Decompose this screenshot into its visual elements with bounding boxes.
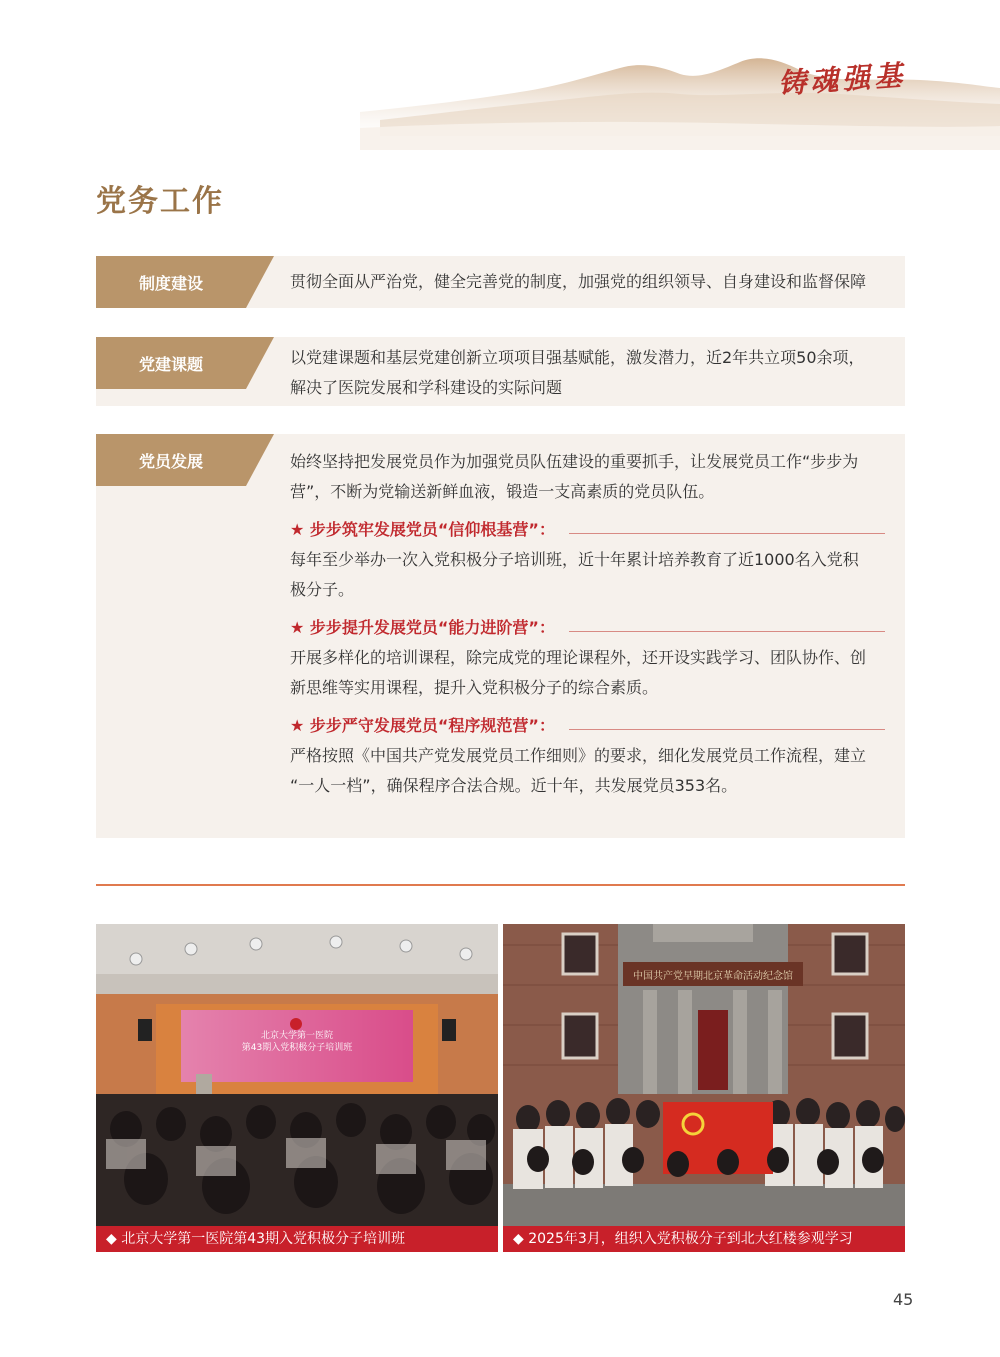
section-party-research	[96, 337, 905, 406]
section-divider	[96, 884, 905, 886]
screen-text-line-1: 北京大学第一医院	[260, 1031, 334, 1041]
heading-rule	[569, 533, 885, 534]
photo-red-building-visit	[503, 924, 905, 1226]
sub-heading-text: ★ 步步提升发展党员“能力进阶营”：	[290, 618, 555, 637]
sub-heading	[290, 711, 885, 741]
photo-caption: ◆ 北京大学第一医院第43期入党积极分子培训班	[96, 1226, 498, 1252]
intro-line: 营”，不断为党输送新鲜血液，锻造一支高素质的党员队伍。	[290, 482, 715, 501]
sub-heading	[290, 515, 885, 545]
text-line: 以党建课题和基层党建创新立项项目强基赋能，激发潜力，近2年共立项50余项，	[290, 348, 865, 367]
photo-caption: ◆ 2025年3月，组织入党积极分子到北大红楼参观学习	[503, 1226, 905, 1252]
photo-training-class	[96, 924, 498, 1226]
sub-heading	[290, 613, 885, 643]
section-text	[290, 343, 885, 403]
section-tag-label: 党员发展	[138, 451, 203, 471]
sub-body	[290, 545, 885, 605]
text-line: 严格按照《中国共产党发展党员工作细则》的要求，细化发展党员工作流程，建立	[290, 746, 867, 765]
intro-line: 始终坚持把发展党员作为加强党员队伍建设的重要抓手，让发展党员工作“步步为	[290, 452, 859, 471]
section-tag	[96, 337, 274, 389]
screen-text-line-2: 第43期入党积极分子培训班	[241, 1043, 353, 1053]
section-tag	[96, 434, 274, 486]
heading-rule	[569, 729, 885, 730]
sub-heading-text: ★ 步步筑牢发展党员“信仰根基营”：	[290, 520, 555, 539]
section-tag-label: 制度建设	[138, 273, 203, 293]
text-line: 开展多样化的培训课程，除完成党的理论课程外，还开设实践学习、团队协作、创	[290, 648, 867, 667]
page-title: 党务工作	[96, 184, 224, 219]
brand-calligraphy: 铸魂强基	[777, 58, 908, 101]
text-line: 新思维等实用课程，提升入党积极分子的综合素质。	[290, 678, 659, 697]
sub-body	[290, 741, 885, 801]
heading-rule	[569, 631, 885, 632]
section-tag	[96, 256, 274, 308]
section-tag-label: 党建课题	[138, 354, 203, 374]
section-member-development	[96, 434, 905, 838]
section-content	[290, 447, 885, 809]
text-line: 解决了医院发展和学科建设的实际问题	[290, 378, 563, 397]
text-line: 极分子。	[290, 580, 355, 599]
building-sign-text: 中国共产党早期北京革命活动纪念馆	[633, 971, 793, 982]
section-system-building	[96, 256, 905, 308]
page-number: 45	[893, 1290, 914, 1309]
sub-body	[290, 643, 885, 703]
section-text: 贯彻全面从严治党，健全完善党的制度，加强党的组织领导、自身建设和监督保障	[290, 272, 867, 291]
text-line: “一人一档”，确保程序合法合规。近十年，共发展党员353名。	[290, 776, 738, 795]
text-line: 每年至少举办一次入党积极分子培训班，近十年累计培养教育了近1000名入党积	[290, 550, 859, 569]
sub-heading-text: ★ 步步严守发展党员“程序规范营”：	[290, 716, 555, 735]
